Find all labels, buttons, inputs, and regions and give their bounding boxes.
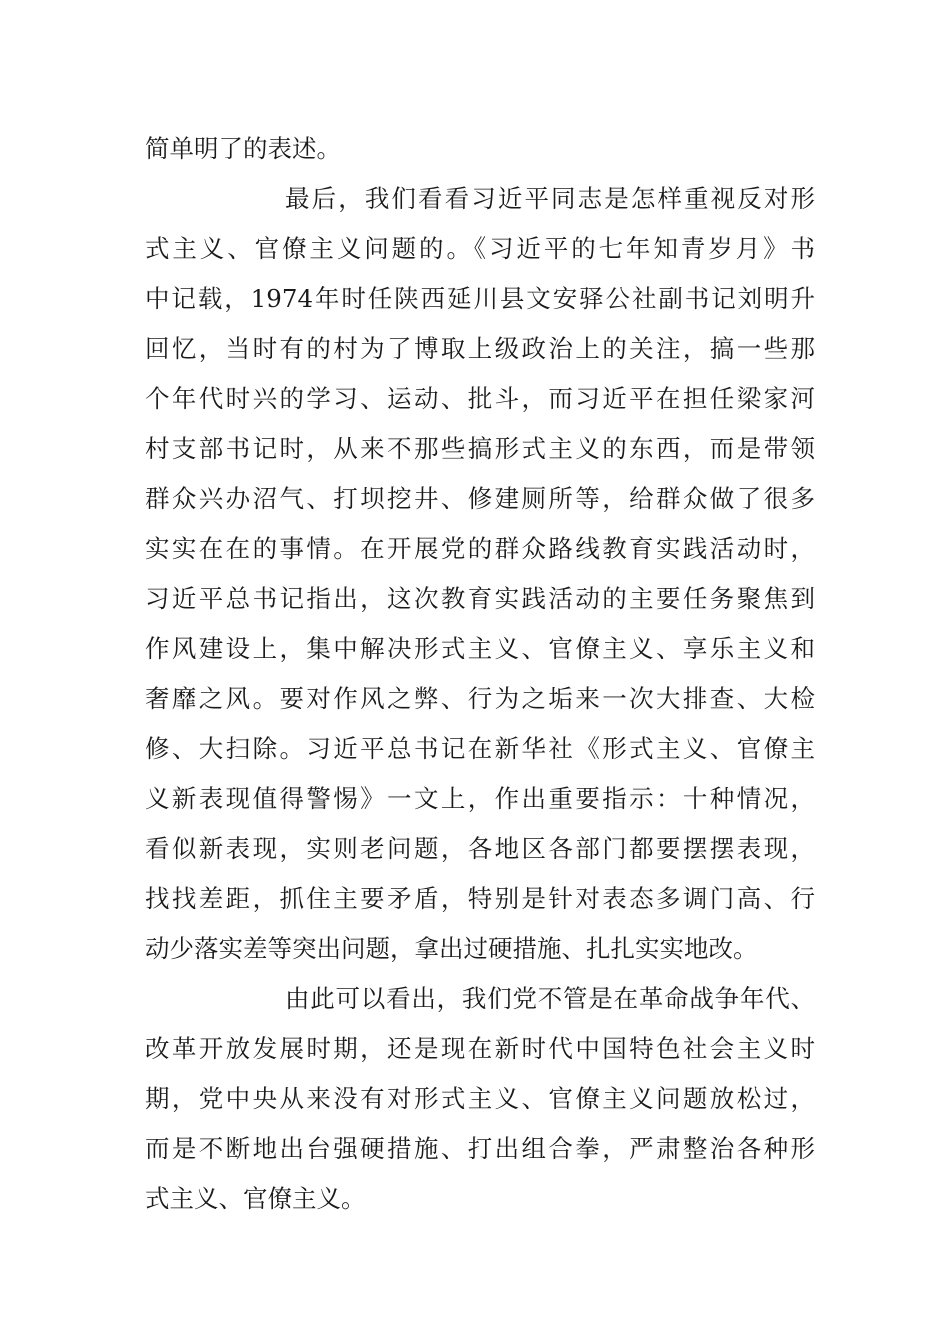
text-line: 作风建设上，集中解决形式主义、官僚主义、享乐主义和 [145,634,815,663]
text-line: 而是不断地出台强硬措施、打出组合拳，严肃整治各种形 [145,1134,815,1163]
text-line: 中记载，1974年时任陕西延川县文安驿公社副书记刘明升 [145,284,815,313]
paragraph-first-line: 最后，我们看看习近平同志是怎样重视反对形 [285,184,815,213]
text-line: 看似新表现，实则老问题，各地区各部门都要摆摆表现， [145,834,815,863]
text-line: 式主义、官僚主义。 [145,1184,366,1213]
paragraph-first-line: 由此可以看出，我们党不管是在革命战争年代、 [285,984,815,1013]
text-line: 义新表现值得警惕》一文上，作出重要指示：十种情况， [145,784,815,813]
text-line: 实实在在的事情。在开展党的群众路线教育实践活动时， [145,534,815,563]
text-line: 期，党中央从来没有对形式主义、官僚主义问题放松过， [145,1084,815,1113]
text-line: 个年代时兴的学习、运动、批斗，而习近平在担任梁家河 [145,384,815,413]
text-line: 修、大扫除。习近平总书记在新华社《形式主义、官僚主 [145,734,815,763]
text-line: 改革开放发展时期，还是现在新时代中国特色社会主义时 [145,1034,815,1063]
text-line: 群众兴办沼气、打坝挖井、修建厕所等，给群众做了很多 [145,484,815,513]
text-line: 简单明了的表述。 [145,134,341,163]
text-line: 式主义、官僚主义问题的。《习近平的七年知青岁月》书 [145,234,815,263]
text-line: 村支部书记时，从来不那些搞形式主义的东西，而是带领 [145,434,815,463]
text-line: 回忆，当时有的村为了博取上级政治上的关注，搞一些那 [145,334,815,363]
text-line: 奢靡之风。要对作风之弊、行为之垢来一次大排查、大检 [145,684,815,713]
text-line: 找找差距，抓住主要矛盾，特别是针对表态多调门高、行 [145,884,815,913]
text-line: 动少落实差等突出问题，拿出过硬措施、扎扎实实地改。 [145,934,758,963]
text-line: 习近平总书记指出，这次教育实践活动的主要任务聚焦到 [145,584,815,613]
